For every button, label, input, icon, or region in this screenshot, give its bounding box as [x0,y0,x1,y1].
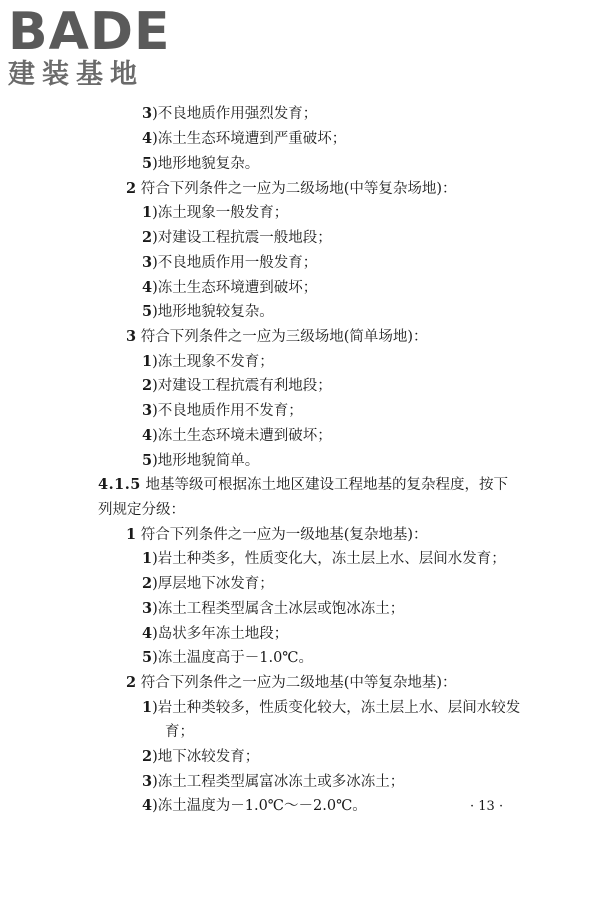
list-item: 4)冻土生态环境未遭到破坏； [142,427,332,444]
list-item: 5)地形地貌复杂。 [142,155,260,172]
list-item: 4)岛状多年冻土地段； [142,625,289,642]
list-item-continuation: 育； [165,724,194,740]
clause-item: 2 符合下列条件之一应为二级场地(中等复杂场地)： [126,180,457,197]
list-item: 3)冻土工程类型属含土冰层或饱冰冻土； [142,600,405,617]
list-item: 2)厚层地下冰发育； [142,575,274,592]
section-heading: 4.1.5 地基等级可根据冻土地区建设工程地基的复杂程度，按下 [98,476,508,493]
list-item: 5)地形地貌简单。 [142,452,260,469]
logo-brand: BADE [8,2,171,62]
list-item: 5)地形地貌较复杂。 [142,303,274,320]
list-item: 2)地下冰较发育； [142,748,260,765]
site-logo [8,2,183,90]
page-number: · 13 · [470,799,504,814]
list-item: 2)对建设工程抗震有利地段； [142,377,332,394]
list-item: 4)冻土生态环境遭到破坏； [142,279,318,296]
logo-subtitle: 建装基地 [8,59,144,90]
list-item: 4)冻土温度为－1.0℃～－2.0℃。 [142,797,367,814]
paragraph-continuation: 列规定分级： [98,502,185,518]
list-item: 5)冻土温度高于－1.0℃。 [142,649,314,666]
list-item: 1)冻土现象不发育； [142,353,274,370]
list-item: 3)不良地质作用一般发育； [142,254,318,271]
list-item: 1)岩土种类较多，性质变化较大，冻土层上水、层间水较发 [142,699,521,716]
list-item: 1)冻土现象一般发育； [142,204,289,221]
clause-item: 1 符合下列条件之一应为一级地基(复杂地基)： [126,526,428,543]
list-item: 3)不良地质作用不发育； [142,402,303,419]
clause-item: 2 符合下列条件之一应为二级地基(中等复杂地基)： [126,674,457,691]
list-item: 1)岩土种类多，性质变化大，冻土层上水、层间水发育； [142,550,506,567]
list-item: 4)冻土生态环境遭到严重破坏； [142,130,347,147]
list-item: 3)不良地质作用强烈发育； [142,105,318,122]
list-item: 3)冻土工程类型属富冰冻土或多冰冻土； [142,773,405,790]
list-item: 2)对建设工程抗震一般地段； [142,229,332,246]
clause-item: 3 符合下列条件之一应为三级场地(简单场地)： [126,328,428,345]
